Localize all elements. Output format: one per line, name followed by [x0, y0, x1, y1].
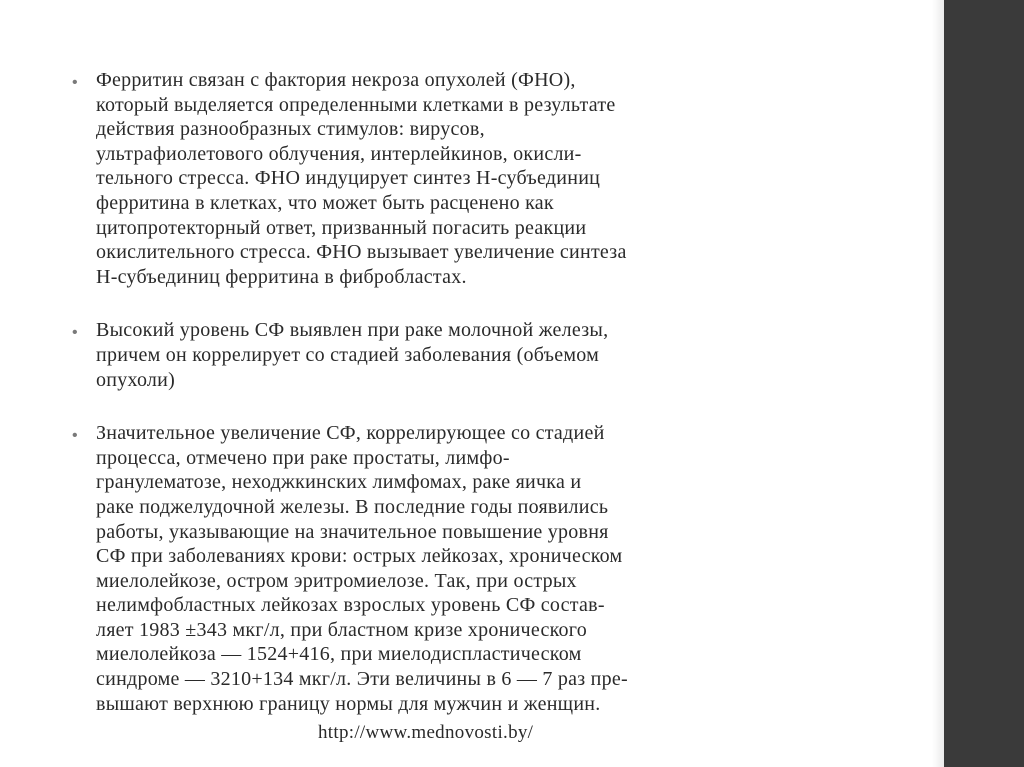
text-line: миелолейкоза — 1524+416, при миелодиспластическом — [96, 643, 582, 666]
bullet-item-2 — [72, 318, 842, 392]
bullet-dot-icon: • — [72, 427, 78, 445]
text-line: Ферритин связан с фактория некроза опухолей (ФНО), — [96, 69, 576, 91]
text-line: гранулематозе, неходжкинских лимфомах, раке яичка и — [96, 471, 582, 494]
text-line: цитопротекторный ответ, призванный погасить реакции — [96, 216, 587, 239]
text-line: СФ при заболеваниях крови: острых лейкозах, хроническом — [96, 545, 623, 568]
bullet-dot-icon: • — [72, 324, 78, 342]
bullet-dot-icon: • — [72, 74, 78, 91]
text-line: нелимфобластных лейкозах взрослых уровень СФ состав- — [96, 594, 605, 617]
text-line: миелолейкозе, остром эритромиелозе. Так, при острых — [96, 569, 577, 592]
text-line: синдроме — 3210+134 мкг/л. Эти величины в 6 — 7 раз пре- — [96, 668, 628, 691]
bullet-item-1 — [72, 68, 842, 289]
bullet-list — [72, 68, 842, 745]
text-line: вышают верхнюю границу нормы для мужчин и женщин. — [96, 692, 601, 715]
text-line: тельного стресса. ФНО индуцирует синтез Н-субъединиц — [96, 167, 601, 190]
text-line: Значительное увеличение СФ, коррелирующее со стадией — [96, 422, 605, 445]
text-line: работы, указывающие на значительное повышение уровня — [96, 520, 609, 543]
text-line: раке поджелудочной железы. В последние годы появились — [96, 495, 609, 518]
right-side-bar — [944, 0, 1024, 767]
text-line: Высокий уровень СФ выявлен при раке молочной железы, — [96, 319, 609, 342]
text-line: действия разнообразных стимулов: вирусов, — [96, 118, 485, 141]
text-line: опухоли) — [96, 368, 176, 391]
right-bar-shadow — [932, 0, 944, 767]
text-line: окислительного стресса. ФНО вызывает увеличение синтеза — [96, 241, 627, 264]
text-line: ультрафиолетового облучения, интерлейкинов, окисли- — [96, 142, 582, 165]
text-line: процесса, отмечено при раке простаты, лимфо- — [96, 446, 510, 469]
bullet-item-3 — [72, 421, 842, 716]
text-line: ферритина в клетках, что может быть расценено как — [96, 191, 554, 214]
text-line: ляет 1983 ±343 мкг/л, при бластном кризе хронического — [96, 618, 587, 641]
text-line: Н-субъединиц ферритина в фибробластах. — [96, 265, 467, 288]
source-url: http://www.mednovosti.by/ — [318, 722, 534, 743]
text-line: который выделяется определенными клетками в результате — [96, 93, 616, 116]
text-line: причем он коррелирует со стадией заболевания (объемом — [96, 343, 600, 366]
